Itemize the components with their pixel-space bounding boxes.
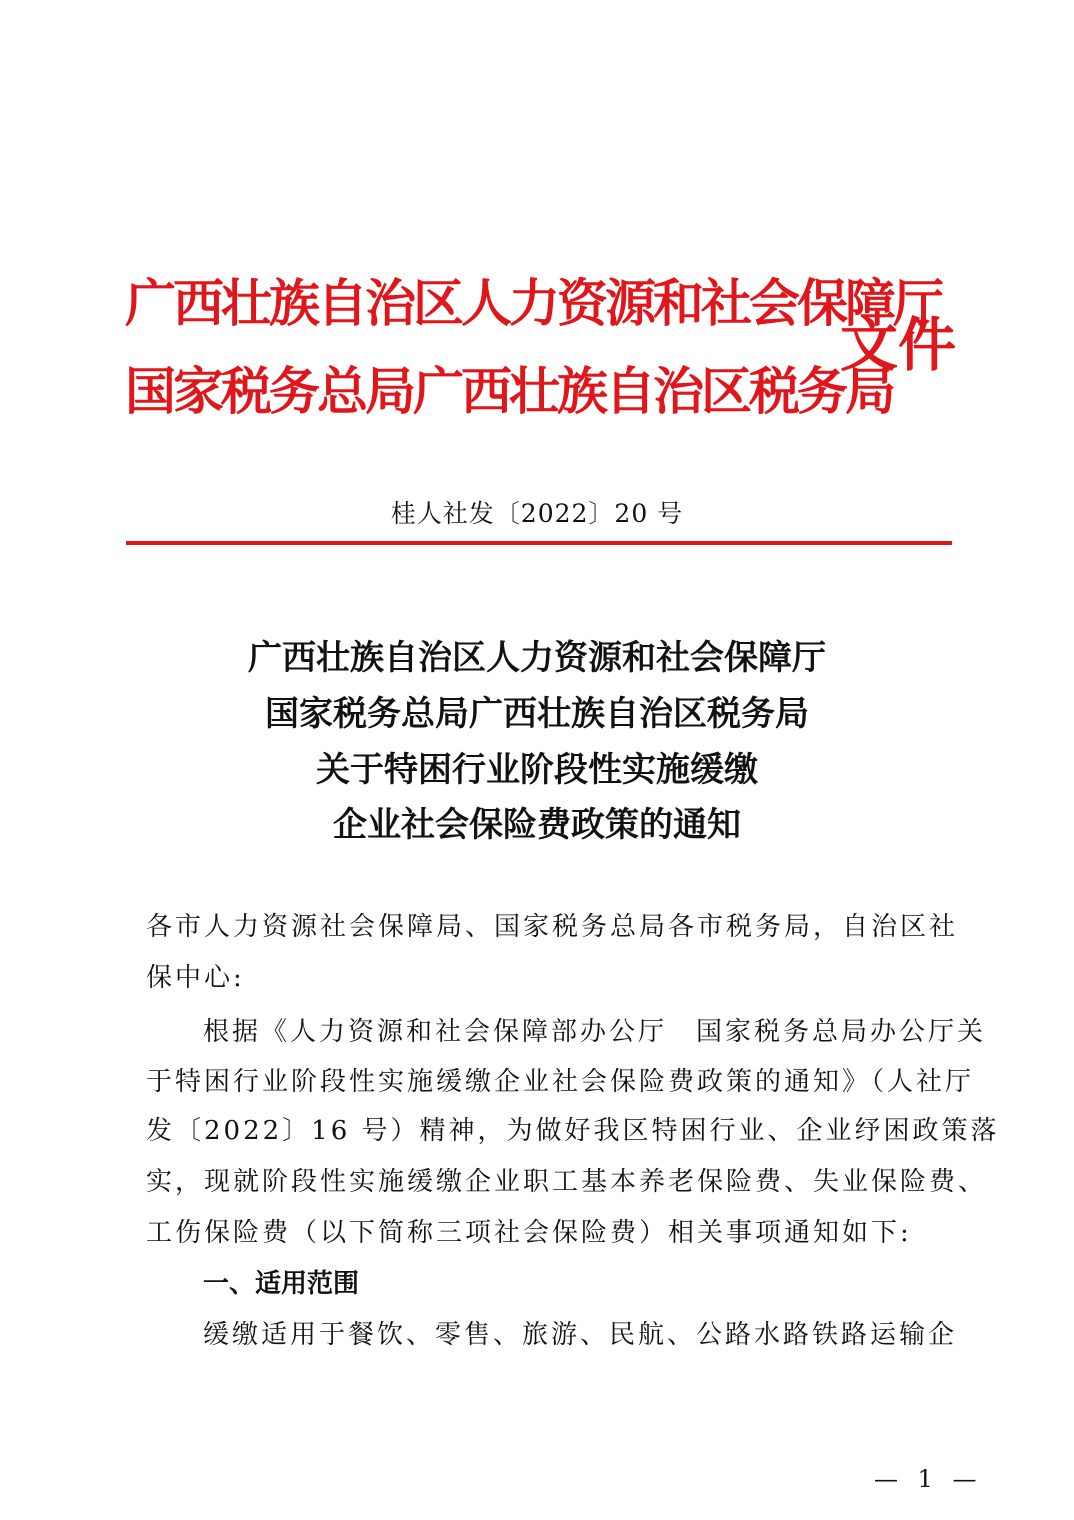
document-number: 桂人社发〔2022〕20 号	[390, 499, 684, 528]
body-line-7: 工伤保险费（以下简称三项社会保险费）相关事项通知如下:	[146, 1218, 912, 1248]
document-suffix: 文件	[840, 311, 957, 379]
section-heading: 一、适用范围	[203, 1269, 360, 1299]
issuer-line-1: 广西壮族自治区人力资源和社会保障厅	[125, 275, 942, 334]
section-first-line: 缓缴适用于餐饮、零售、旅游、民航、公路水路铁路运输企	[203, 1320, 958, 1350]
title-line-3: 关于特困行业阶段性实施缓缴	[316, 750, 758, 790]
title-line-2: 国家税务总局广西壮族自治区税务局	[265, 694, 809, 734]
issuer-line-2: 国家税务总局广西壮族自治区税务局	[125, 363, 894, 422]
body-line-4: 于特困行业阶段性实施缓缴企业社会保险费政策的通知》（人社厅	[146, 1067, 975, 1097]
title-line-1: 广西壮族自治区人力资源和社会保障厅	[248, 638, 826, 678]
page-number: — 1 —	[874, 1465, 983, 1493]
body-line-6: 实，现就阶段性实施缓缴企业职工基本养老保险费、失业保险费、	[146, 1167, 988, 1197]
body-line-2: 保中心:	[146, 963, 245, 993]
body-line-5: 发〔2022〕16 号）精神，为做好我区特困行业、企业纾困政策落	[146, 1116, 1000, 1146]
title-line-4: 企业社会保险费政策的通知	[333, 805, 741, 845]
body-line-1: 各市人力资源社会保障局、国家税务总局各市税务局，自治区社	[146, 912, 959, 942]
red-divider	[126, 541, 952, 545]
body-line-3: 根据《人力资源和社会保障部办公厅 国家税务总局办公厅关	[203, 1017, 987, 1047]
